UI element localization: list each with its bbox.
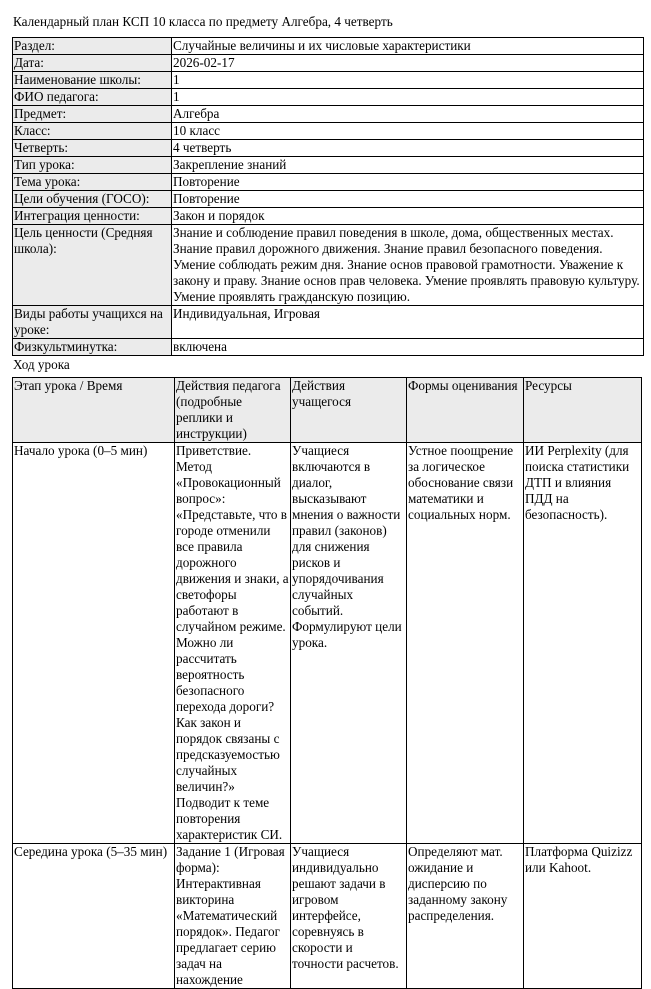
info-row [13, 89, 644, 106]
info-label: Дата: [13, 55, 172, 72]
info-row [13, 157, 644, 174]
info-row [13, 123, 644, 140]
info-value: Алгебра [172, 106, 644, 123]
info-value: Повторение [172, 174, 644, 191]
info-label: Тема урока: [13, 174, 172, 191]
info-row [13, 38, 644, 55]
info-row [13, 306, 644, 339]
table-row [13, 844, 642, 989]
info-label: Цели обучения (ГОСО): [13, 191, 172, 208]
info-row [13, 140, 644, 157]
info-value: 1 [172, 89, 644, 106]
lesson-plan-table [12, 377, 642, 989]
info-label: Раздел: [13, 38, 172, 55]
lesson-info-table [12, 37, 644, 356]
info-row [13, 339, 644, 356]
column-header: Этап урока / Время [13, 378, 175, 443]
info-value: 1 [172, 72, 644, 89]
info-value: Закон и порядок [172, 208, 644, 225]
info-row [13, 208, 644, 225]
info-value: Случайные величины и их числовые характеристики [172, 38, 644, 55]
info-row [13, 174, 644, 191]
column-header: Действия учащегося [291, 378, 407, 443]
info-label: Тип урока: [13, 157, 172, 174]
table-row [13, 443, 642, 844]
info-value: 4 четверть [172, 140, 644, 157]
table-cell: Середина урока (5–35 мин) [13, 844, 175, 989]
info-value: Закрепление знаний [172, 157, 644, 174]
info-value: Индивидуальная, Игровая [172, 306, 644, 339]
info-label: Предмет: [13, 106, 172, 123]
info-label: Виды работы учащихся на уроке: [13, 306, 172, 339]
table-cell: Устное поощрение за логическое обоснование связи математики и социальных норм. [407, 443, 524, 844]
info-label: Четверть: [13, 140, 172, 157]
table-cell: Определяют мат. ожидание и дисперсию по заданному закону распределения. [407, 844, 524, 989]
section-title: Ход урока [13, 357, 70, 372]
column-header: Действия педагога (подробные реплики и инструкции) [175, 378, 291, 443]
table-cell: Начало урока (0–5 мин) [13, 443, 175, 844]
table-cell: Учащиеся индивидуально решают задачи в игровом интерфейсе, соревнуясь в скорости и точности расчетов. [291, 844, 407, 989]
info-value: Повторение [172, 191, 644, 208]
info-value: 2026-02-17 [172, 55, 644, 72]
info-value: включена [172, 339, 644, 356]
column-header: Формы оценивания [407, 378, 524, 443]
table-cell: Учащиеся включаются в диалог, высказывают мнения о важности правил (законов) для снижения рисков и упорядочивания случайных событий. Формулируют цели урока. [291, 443, 407, 844]
info-label: ФИО педагога: [13, 89, 172, 106]
info-label: Наименование школы: [13, 72, 172, 89]
table-cell: Задание 1 (Игровая форма): Интерактивная викторина «Математический порядок». Педагог предлагает серию задач на нахождение [175, 844, 291, 989]
info-label: Класс: [13, 123, 172, 140]
info-row [13, 106, 644, 123]
info-row [13, 55, 644, 72]
info-value: Знание и соблюдение правил поведения в школе, дома, общественных местах. Знание правил дорожного движения. Знание правил безопасного поведения. Умение соблюдать режим дня. Знание основ правовой грамотности. Уважение к закону и праву. Знание основ прав человека. Умение проявлять правовую культуру. Умение проявлять гражданскую позицию. [172, 225, 644, 306]
info-row [13, 72, 644, 89]
table-cell: Платформа Quizizz или Kahoot. [524, 844, 642, 989]
info-value: 10 класс [172, 123, 644, 140]
info-label: Цель ценности (Средняя школа): [13, 225, 172, 306]
table-cell: ИИ Perplexity (для поиска статистики ДТП и влияния ПДД на безопасность). [524, 443, 642, 844]
column-header: Ресурсы [524, 378, 642, 443]
table-cell: Приветствие. Метод «Провокационный вопрос»: «Представьте, что в городе отменили все правила дорожного движения и знаки, а светофоры работают в случайном режиме. Можно ли рассчитать вероятность безопасного перехода дороги? Как закон и порядок связаны с предсказуемостью случайных величин?» Подводит к теме повторения характеристик СИ. [176, 443, 289, 842]
page-title: Календарный план КСП 10 класса по предмету Алгебра, 4 четверть [13, 14, 393, 29]
info-row [13, 191, 644, 208]
info-label: Физкультминутка: [13, 339, 172, 356]
info-label: Интеграция ценности: [13, 208, 172, 225]
info-row [13, 225, 644, 306]
